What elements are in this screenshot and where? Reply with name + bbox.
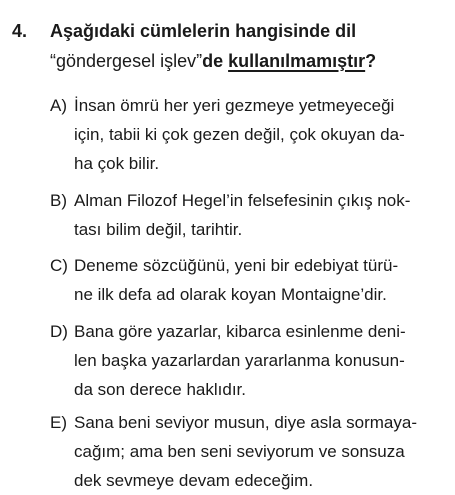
option-a-line-3: ha çok bilir.: [74, 154, 160, 173]
question-stem-emphasis: kullanılmamıştır: [228, 51, 366, 71]
option-c-line-1: Deneme sözcüğünü, yeni bir edebiyat türü-: [74, 256, 399, 275]
option-e-line-1: Sana beni seviyor musun, diye asla sormaya-: [74, 413, 417, 432]
option-d-line-3: da son derece haklıdır.: [74, 380, 247, 399]
question-stem-suffix: de: [202, 51, 229, 71]
option-e-line-2: cağım; ama ben seni seviyorum ve sonsuza: [74, 442, 405, 461]
option-e-letter: E): [50, 413, 67, 432]
option-a-line-2: için, tabii ki çok gezen değil, çok okuyan da-: [74, 125, 405, 144]
option-b-line-1: Alman Filozof Hegel’in felsefesinin çıkış nok-: [74, 191, 411, 210]
option-a-line-1: İnsan ömrü her yeri gezmeye yetmeyeceği: [74, 96, 395, 115]
option-d-line-1: Bana göre yazarlar, kibarca esinlenme deni-: [74, 322, 406, 341]
option-d-line-2: len başka yazarlardan yararlanma konusun-: [74, 351, 405, 370]
option-e[interactable]: [50, 408, 445, 495]
option-d[interactable]: [50, 317, 445, 404]
option-e-line-3: dek sevmeye devam edeceğim.: [74, 471, 314, 490]
option-b[interactable]: [50, 186, 445, 244]
option-c-letter: C): [50, 256, 68, 275]
question-number: 4.: [12, 21, 28, 41]
option-c[interactable]: [50, 251, 445, 309]
option-a-letter: A): [50, 96, 67, 115]
question-stem: [50, 16, 442, 76]
question-stem-text: Aşağıdaki cümlelerin hangisinde dil: [50, 21, 357, 41]
option-b-line-2: tası bilim değil, tarihtir.: [74, 220, 243, 239]
option-b-letter: B): [50, 191, 67, 210]
question-stem-end: ?: [365, 51, 377, 71]
question-stem-term: “göndergesel işlev”: [50, 51, 203, 71]
option-a[interactable]: [50, 91, 445, 178]
option-c-line-2: ne ilk defa ad olarak koyan Montaigne’dir.: [74, 285, 387, 304]
option-d-letter: D): [50, 322, 68, 341]
